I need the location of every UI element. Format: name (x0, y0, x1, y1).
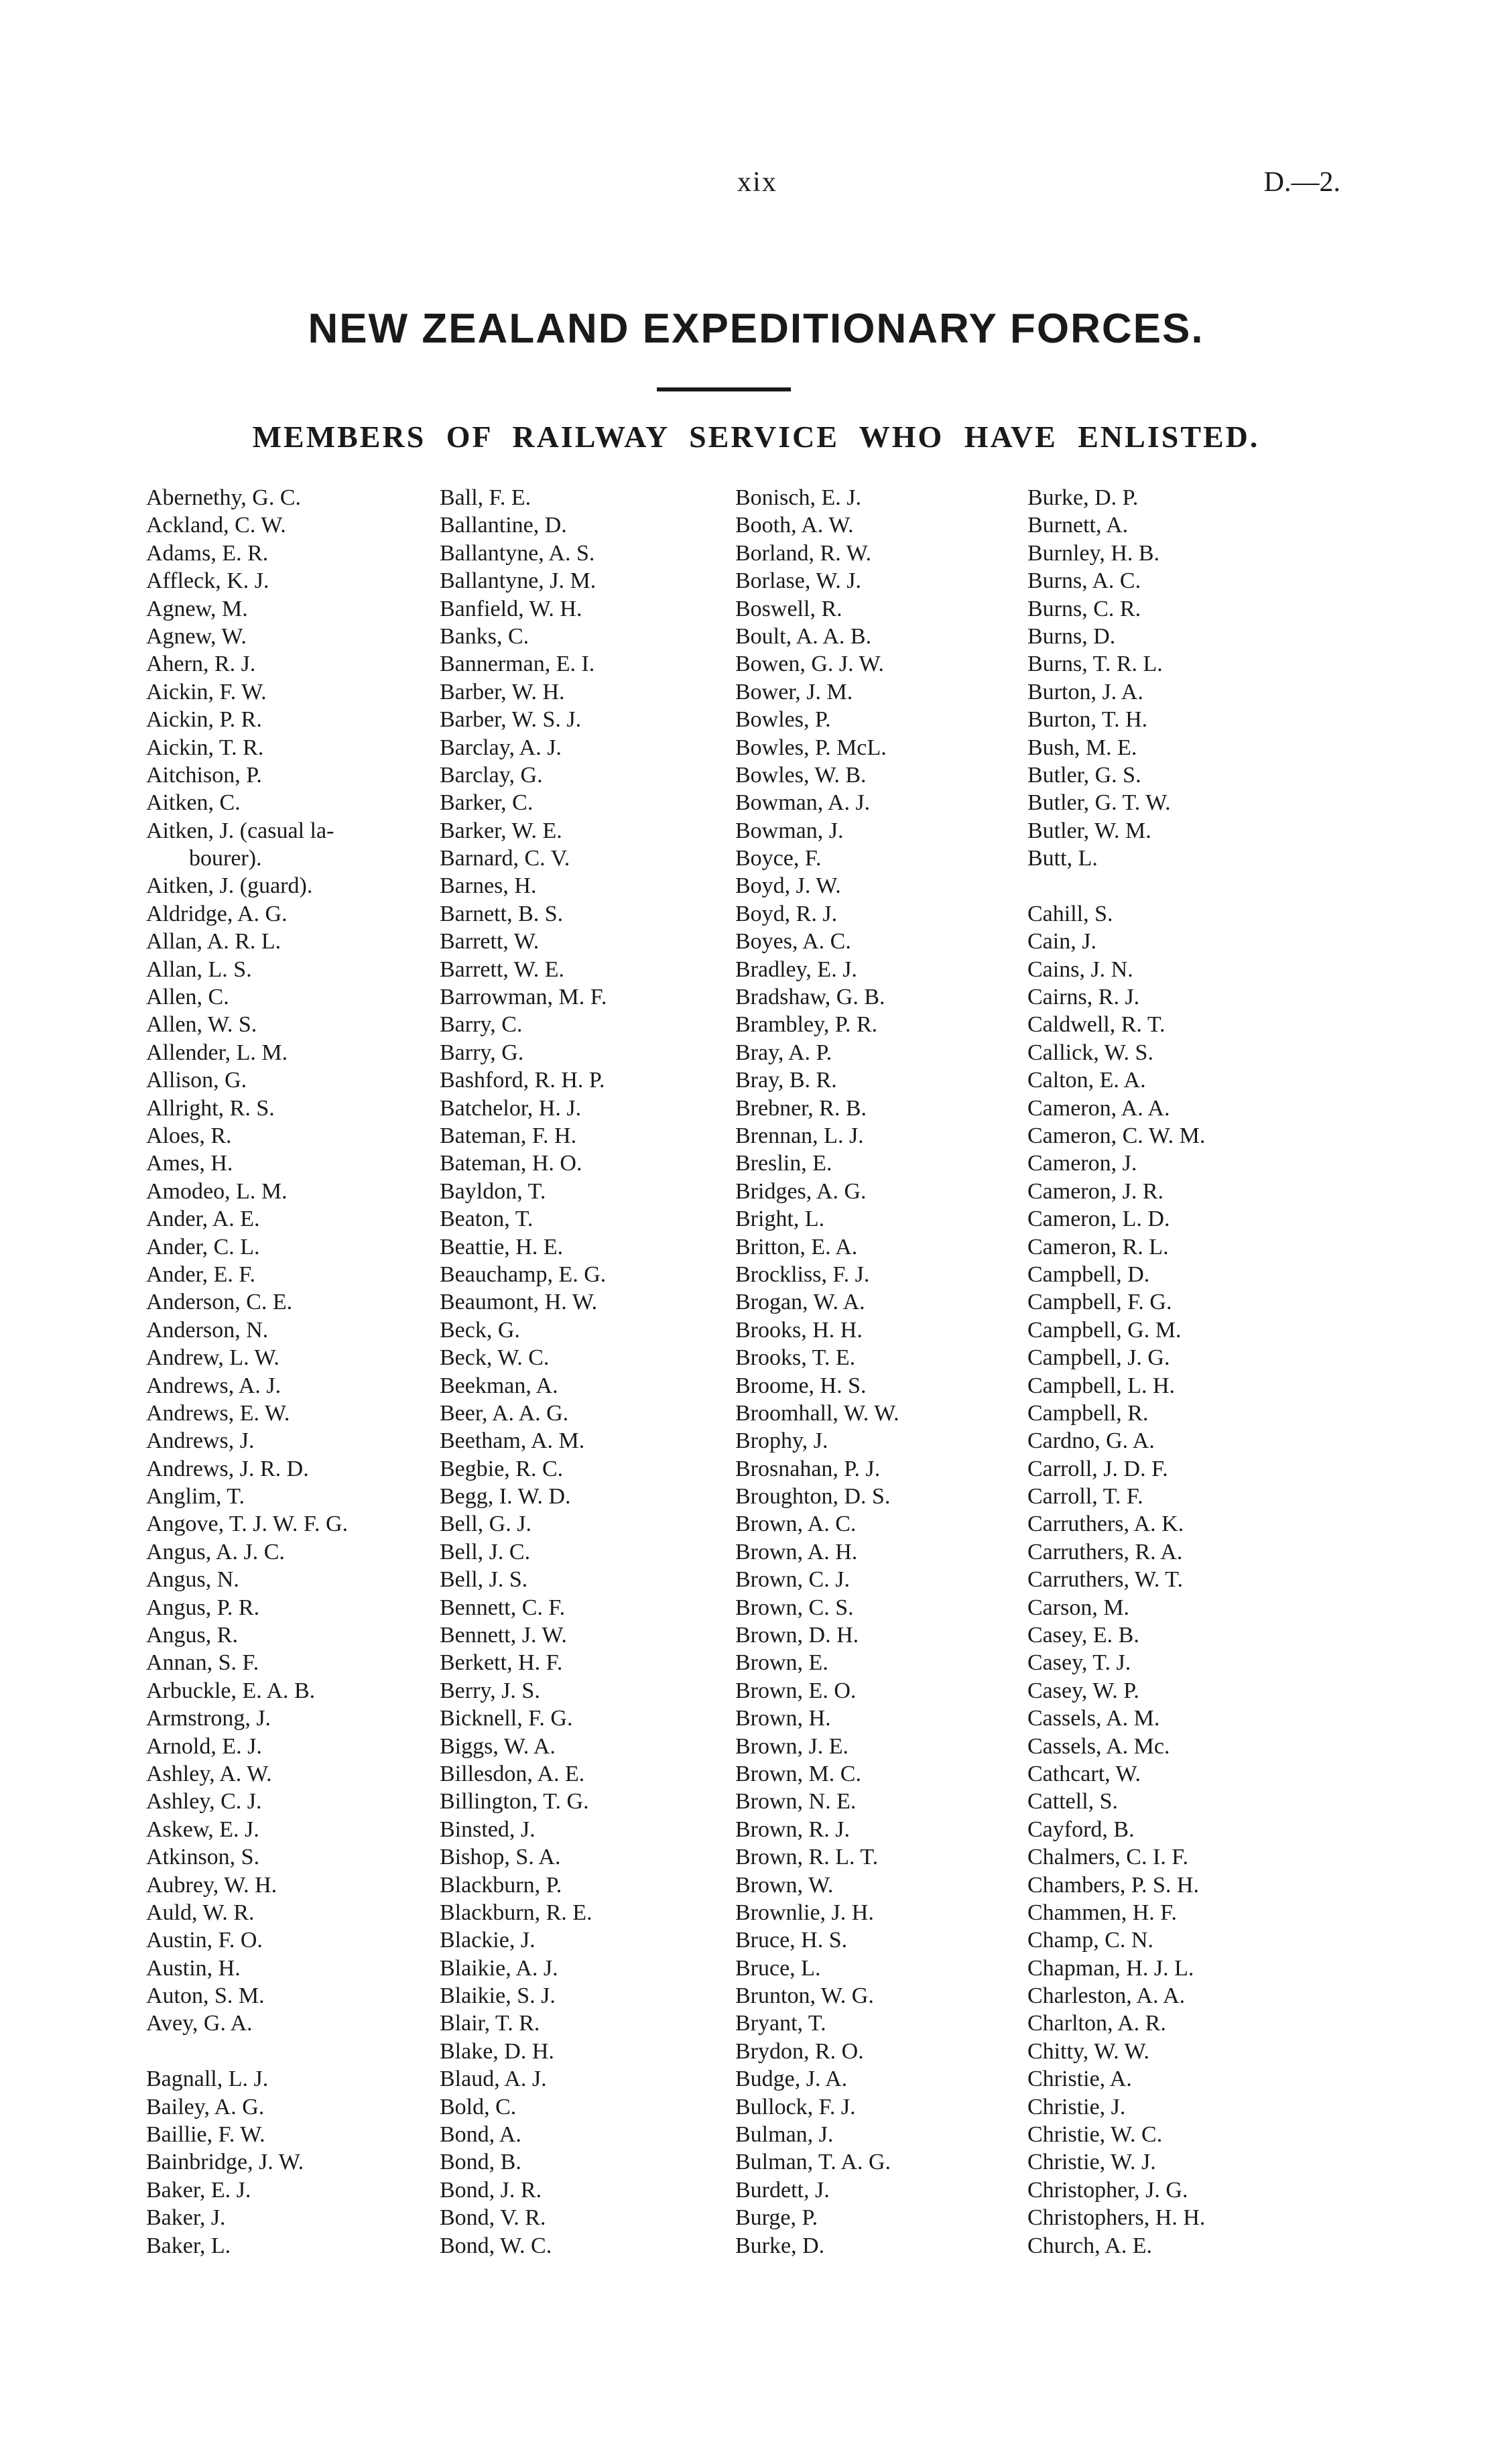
list-item: Aubrey, W. H. (146, 1872, 277, 1898)
list-item: Aitken, C. (146, 790, 241, 816)
list-item: Charleston, A. A. (1027, 1983, 1186, 2009)
list-item: Carruthers, A. K. (1027, 1512, 1184, 1537)
list-item: Broomhall, W. W. (735, 1400, 899, 1426)
list-item: Bagnall, L. J. (146, 2067, 269, 2092)
list-item: Ball, F. E. (440, 485, 531, 510)
list-item: Brown, E. (735, 1650, 828, 1676)
name-column-4 (1027, 484, 1322, 2260)
list-item: Ahern, R. J. (146, 652, 256, 677)
list-item: Anderson, N. (146, 1317, 269, 1343)
list-item: Broughton, D. S. (735, 1484, 891, 1510)
list-item: Anglim, T. (146, 1484, 245, 1510)
list-item: Bayldon, T. (440, 1178, 546, 1204)
list-item: Chitty, W. W. (1027, 2038, 1150, 2064)
list-item: Angus, R. (146, 1623, 238, 1648)
list-item: Campbell, J. G. (1027, 1345, 1170, 1371)
list-item: Brown, N. E. (735, 1789, 857, 1814)
list-item: Ames, H. (146, 1151, 233, 1176)
list-item: Carson, M. (1027, 1595, 1130, 1620)
list-item: Agnew, W. (146, 623, 247, 649)
list-item: Banfield, W. H. (440, 596, 582, 621)
list-item: Budge, J. A. (735, 2067, 848, 2092)
list-item: Brown, A. H. (735, 1539, 858, 1564)
list-item: Brophy, J. (735, 1428, 828, 1454)
list-item: Askew, E. J. (146, 1817, 259, 1842)
list-item: Bond, B. (440, 2150, 521, 2175)
list-item: Britton, E. A. (735, 1234, 858, 1259)
list-item: Aloes, R. (146, 1123, 232, 1148)
list-item: Brown, D. H. (735, 1623, 859, 1648)
list-item: Bowles, P. McL. (735, 735, 887, 760)
list-item: Cairns, R. J. (1027, 985, 1140, 1010)
list-item: Billesdon, A. E. (440, 1761, 585, 1786)
list-item: Boyce, F. (735, 846, 822, 871)
list-item: Charlton, A. R. (1027, 2011, 1166, 2036)
list-item: Ander, C. L. (146, 1234, 260, 1259)
list-item: Bicknell, F. G. (440, 1706, 573, 1731)
list-item: Andrews, J. (146, 1428, 255, 1454)
list-item: Cain, J. (1027, 929, 1096, 955)
list-item: Brown, E. O. (735, 1678, 857, 1703)
list-item: Bruce, L. (735, 1955, 821, 1981)
list-item: Annan, S. F. (146, 1650, 259, 1676)
list-item: Blake, D. H. (440, 2038, 554, 2064)
list-item: Borland, R. W. (735, 540, 872, 566)
list-item: Bell, J. S. (440, 1567, 528, 1593)
list-item: Ballantyne, J. M. (440, 568, 596, 594)
list-item: Beauchamp, E. G. (440, 1261, 607, 1287)
list-item: Affleck, K. J. (146, 568, 269, 594)
list-item: Church, A. E. (1027, 2233, 1153, 2258)
list-item: Aitken, J. (guard). (146, 873, 313, 899)
list-item: Carruthers, W. T. (1027, 1567, 1183, 1593)
list-item: Brambley, P. R. (735, 1012, 878, 1038)
list-item: Ander, A. E. (146, 1207, 260, 1232)
list-item: Billington, T. G. (440, 1789, 589, 1814)
list-item: Blackburn, P. (440, 1872, 562, 1898)
list-item: Begbie, R. C. (440, 1456, 564, 1481)
list-item: Adams, E. R. (146, 540, 269, 566)
list-item: Barrett, W. (440, 929, 540, 955)
list-item: Boult, A. A. B. (735, 623, 872, 649)
list-item: Campbell, F. G. (1027, 1290, 1172, 1315)
list-item: Allright, R. S. (146, 1095, 275, 1121)
list-item: Andrews, E. W. (146, 1400, 290, 1426)
list-item: Brown, H. (735, 1706, 831, 1731)
list-item: Cameron, J. R. (1027, 1178, 1164, 1204)
list-item: Carruthers, R. A. (1027, 1539, 1183, 1564)
list-item: Caldwell, R. T. (1027, 1012, 1166, 1038)
list-item: Cameron, L. D. (1027, 1207, 1170, 1232)
list-item: Brennan, L. J. (735, 1123, 864, 1148)
list-item: Cameron, R. L. (1027, 1234, 1169, 1259)
page-number: xix (737, 167, 777, 198)
list-item: Beattie, H. E. (440, 1234, 564, 1259)
list-spacer (1027, 872, 1322, 900)
list-item: Chambers, P. S. H. (1027, 1872, 1199, 1898)
list-item: Bryant, T. (735, 2011, 826, 2036)
list-item: Bray, B. R. (735, 1068, 837, 1093)
list-item: Christophers, H. H. (1027, 2205, 1206, 2231)
list-item: Butler, W. M. (1027, 818, 1151, 843)
list-item: Burns, C. R. (1027, 596, 1141, 621)
list-item: Beck, W. C. (440, 1345, 550, 1371)
list-item: Burke, D. P. (1027, 485, 1139, 510)
list-item: Bowman, J. (735, 818, 844, 843)
list-item: Beekman, A. (440, 1373, 558, 1398)
list-item: Arbuckle, E. A. B. (146, 1678, 316, 1703)
list-item: Baker, J. (146, 2205, 226, 2231)
list-item: Binsted, J. (440, 1817, 536, 1842)
list-item: Bond, J. R. (440, 2177, 542, 2203)
list-item: Carroll, T. F. (1027, 1484, 1143, 1510)
list-item: Andrew, L. W. (146, 1345, 279, 1371)
list-item: Ballantyne, A. S. (440, 540, 595, 566)
list-item: Butt, L. (1027, 846, 1098, 871)
list-item: Burnett, A. (1027, 513, 1129, 538)
list-item: Allen, W. S. (146, 1012, 257, 1038)
list-item: Cahill, S. (1027, 901, 1113, 926)
name-column-3 (735, 484, 1030, 2260)
list-item: Bishop, S. A. (440, 1845, 561, 1870)
list-item: Bowles, P. (735, 707, 831, 733)
title-rule (657, 387, 791, 391)
list-item: Brockliss, F. J. (735, 1261, 870, 1287)
page-subtitle: MEMBERS OF RAILWAY SERVICE WHO HAVE ENLISTED. (252, 420, 1260, 454)
list-item: Abernethy, G. C. (146, 485, 302, 510)
list-item: Christie, A. (1027, 2067, 1132, 2092)
list-item: Bower, J. M. (735, 679, 853, 704)
list-item: Casey, T. J. (1027, 1650, 1131, 1676)
list-item: Beer, A. A. G. (440, 1400, 569, 1426)
list-item: Chapman, H. J. L. (1027, 1955, 1194, 1981)
list-item: Bush, M. E. (1027, 735, 1137, 760)
list-item: Angus, N. (146, 1567, 239, 1593)
document-reference: D.—2. (1263, 167, 1340, 198)
list-item: Brydon, R. O. (735, 2038, 864, 2064)
list-item: Blaud, A. J. (440, 2067, 547, 2092)
list-item: Christie, W. J. (1027, 2150, 1156, 2175)
list-item: Bailey, A. G. (146, 2094, 265, 2119)
list-item: Chalmers, C. I. F. (1027, 1845, 1188, 1870)
list-item: Calton, E. A. (1027, 1068, 1146, 1093)
list-item: Blair, T. R. (440, 2011, 540, 2036)
list-item: Beck, G. (440, 1317, 520, 1343)
list-item: Bowles, W. B. (735, 762, 867, 788)
list-item: Cathcart, W. (1027, 1761, 1141, 1786)
list-item: Andrews, J. R. D. (146, 1456, 309, 1481)
list-item: Bulman, T. A. G. (735, 2150, 891, 2175)
list-item: Cattell, S. (1027, 1789, 1119, 1814)
list-item: Bainbridge, J. W. (146, 2150, 304, 2175)
list-item: Bridges, A. G. (735, 1178, 867, 1204)
list-item: Barker, C. (440, 790, 533, 816)
page-title: NEW ZEALAND EXPEDITIONARY FORCES. (308, 306, 1204, 352)
list-item: Bell, G. J. (440, 1512, 531, 1537)
list-item: Brooks, T. E. (735, 1345, 856, 1371)
list-item: Burke, D. (735, 2233, 825, 2258)
list-item: Chammen, H. F. (1027, 1900, 1177, 1925)
list-item: Brown, C. J. (735, 1567, 850, 1593)
list-item: Aitchison, P. (146, 762, 262, 788)
list-item: Carroll, J. D. F. (1027, 1456, 1168, 1481)
list-item: Bond, W. C. (440, 2233, 552, 2258)
list-item: Casey, W. P. (1027, 1678, 1139, 1703)
list-item: Bold, C. (440, 2094, 517, 2119)
list-item: Berkett, H. F. (440, 1650, 563, 1676)
list-item: Blaikie, A. J. (440, 1955, 558, 1981)
list-spacer (146, 2038, 441, 2065)
list-item: Blackburn, R. E. (440, 1900, 592, 1925)
list-item: Burton, J. A. (1027, 679, 1143, 704)
list-item: Amodeo, L. M. (146, 1178, 288, 1204)
list-item: Brown, R. L. T. (735, 1845, 879, 1870)
list-item: Bowman, A. J. (735, 790, 871, 816)
list-item: Atkinson, S. (146, 1845, 260, 1870)
list-item: Banks, C. (440, 623, 529, 649)
list-item: bourer). (189, 846, 262, 871)
list-item: Brown, C. S. (735, 1595, 854, 1620)
list-item: Burton, T. H. (1027, 707, 1148, 733)
list-item: Bullock, F. J. (735, 2094, 856, 2119)
list-item: Blaikie, S. J. (440, 1983, 556, 2009)
list-item: Bright, L. (735, 1207, 825, 1232)
list-item: Baker, E. J. (146, 2177, 251, 2203)
list-item: Bond, V. R. (440, 2205, 546, 2231)
list-item: Austin, H. (146, 1955, 241, 1981)
list-item: Casey, E. B. (1027, 1623, 1139, 1648)
list-item: Ballantine, D. (440, 513, 567, 538)
list-item: Allan, L. S. (146, 957, 252, 982)
list-item: Burns, T. R. L. (1027, 652, 1163, 677)
list-item: Burdett, J. (735, 2177, 830, 2203)
list-item: Barclay, G. (440, 762, 543, 788)
list-item: Angus, P. R. (146, 1595, 260, 1620)
list-item: Burge, P. (735, 2205, 818, 2231)
list-item: Brooks, H. H. (735, 1317, 863, 1343)
list-item: Aickin, T. R. (146, 735, 264, 760)
list-item: Bruce, H. S. (735, 1928, 848, 1953)
list-item: Barber, W. H. (440, 679, 565, 704)
list-item: Burnley, H. B. (1027, 540, 1160, 566)
list-item: Bradley, E. J. (735, 957, 857, 982)
list-item: Austin, F. O. (146, 1928, 263, 1953)
list-item: Begg, I. W. D. (440, 1484, 571, 1510)
list-item: Arnold, E. J. (146, 1733, 262, 1759)
list-item: Allan, A. R. L. (146, 929, 281, 955)
list-item: Butler, G. S. (1027, 762, 1141, 788)
list-item: Ander, E. F. (146, 1261, 256, 1287)
list-item: Bannerman, E. I. (440, 652, 595, 677)
list-item: Brosnahan, P. J. (735, 1456, 881, 1481)
list-item: Boyes, A. C. (735, 929, 851, 955)
list-item: Auld, W. R. (146, 1900, 255, 1925)
list-item: Borlase, W. J. (735, 568, 861, 594)
list-item: Brunton, W. G. (735, 1983, 874, 2009)
list-item: Baillie, F. W. (146, 2122, 265, 2148)
list-item: Brownlie, J. H. (735, 1900, 874, 1925)
list-item: Bateman, F. H. (440, 1123, 577, 1148)
list-item: Cameron, C. W. M. (1027, 1123, 1206, 1148)
list-item: Barber, W. S. J. (440, 707, 582, 733)
list-item: Barclay, A. J. (440, 735, 562, 760)
list-item: Christopher, J. G. (1027, 2177, 1188, 2203)
list-item: Aitken, J. (casual la- (146, 818, 334, 843)
list-item: Bond, A. (440, 2122, 521, 2148)
list-item: Avey, G. A. (146, 2011, 253, 2036)
list-item: Brown, A. C. (735, 1512, 857, 1537)
list-item: Cassels, A. M. (1027, 1706, 1160, 1731)
list-item: Bulman, J. (735, 2122, 834, 2148)
list-item: Aickin, F. W. (146, 679, 267, 704)
list-item: Barry, G. (440, 1040, 524, 1065)
list-item: Bonisch, E. J. (735, 485, 861, 510)
list-item: Callick, W. S. (1027, 1040, 1153, 1065)
list-item: Brogan, W. A. (735, 1290, 865, 1315)
list-item: Ackland, C. W. (146, 513, 286, 538)
list-item: Bowen, G. J. W. (735, 652, 884, 677)
list-item: Boyd, R. J. (735, 901, 838, 926)
list-item: Barnett, B. S. (440, 901, 564, 926)
list-item: Bateman, H. O. (440, 1151, 582, 1176)
list-item: Christie, W. C. (1027, 2122, 1163, 2148)
list-item: Ashley, C. J. (146, 1789, 262, 1814)
list-item: Cameron, A. A. (1027, 1095, 1170, 1121)
list-item: Bradshaw, G. B. (735, 985, 885, 1010)
list-item: Brebner, R. B. (735, 1095, 867, 1121)
list-item: Cassels, A. Mc. (1027, 1733, 1170, 1759)
name-column-1 (146, 484, 441, 2260)
list-item: Ashley, A. W. (146, 1761, 272, 1786)
list-item: Andrews, A. J. (146, 1373, 281, 1398)
list-item: Campbell, G. M. (1027, 1317, 1182, 1343)
list-item: Beaton, T. (440, 1207, 533, 1232)
list-item: Champ, C. N. (1027, 1928, 1153, 1953)
list-item: Barrowman, M. F. (440, 985, 607, 1010)
list-item: Bray, A. P. (735, 1040, 832, 1065)
list-item: Barnes, H. (440, 873, 537, 899)
list-item: Barry, C. (440, 1012, 523, 1038)
list-item: Cayford, B. (1027, 1817, 1135, 1842)
list-item: Allender, L. M. (146, 1040, 288, 1065)
list-item: Bell, J. C. (440, 1539, 531, 1564)
name-column-2 (440, 484, 735, 2260)
list-item: Burns, D. (1027, 623, 1116, 649)
list-item: Anderson, C. E. (146, 1290, 293, 1315)
list-item: Burns, A. C. (1027, 568, 1141, 594)
list-item: Brown, R. J. (735, 1817, 850, 1842)
list-item: Cains, J. N. (1027, 957, 1133, 982)
list-item: Aldridge, A. G. (146, 901, 288, 926)
list-item: Angove, T. J. W. F. G. (146, 1512, 349, 1537)
list-item: Barker, W. E. (440, 818, 562, 843)
list-item: Butler, G. T. W. (1027, 790, 1171, 816)
list-item: Brown, J. E. (735, 1733, 849, 1759)
list-item: Aickin, P. R. (146, 707, 262, 733)
list-item: Baker, L. (146, 2233, 231, 2258)
list-item: Bashford, R. H. P. (440, 1068, 605, 1093)
list-item: Brown, M. C. (735, 1761, 861, 1786)
list-item: Campbell, R. (1027, 1400, 1149, 1426)
list-item: Campbell, L. H. (1027, 1373, 1176, 1398)
list-item: Boyd, J. W. (735, 873, 841, 899)
list-item: Berry, J. S. (440, 1678, 540, 1703)
list-item: Bennett, J. W. (440, 1623, 567, 1648)
list-item: Brown, W. (735, 1872, 834, 1898)
list-item: Barnard, C. V. (440, 846, 570, 871)
list-item: Armstrong, J. (146, 1706, 271, 1731)
list-item: Allen, C. (146, 985, 229, 1010)
list-item: Bennett, C. F. (440, 1595, 566, 1620)
list-item: Campbell, D. (1027, 1261, 1150, 1287)
list-item: Auton, S. M. (146, 1983, 265, 2009)
list-item: Boswell, R. (735, 596, 842, 621)
list-item: Blackie, J. (440, 1928, 536, 1953)
list-item: Broome, H. S. (735, 1373, 867, 1398)
list-item: Beetham, A. M. (440, 1428, 585, 1454)
list-item: Cameron, J. (1027, 1151, 1137, 1176)
list-item: Booth, A. W. (735, 513, 854, 538)
list-item: Barrett, W. E. (440, 957, 565, 982)
list-item: Allison, G. (146, 1068, 247, 1093)
list-item: Christie, J. (1027, 2094, 1126, 2119)
list-item: Biggs, W. A. (440, 1733, 556, 1759)
list-item: Breslin, E. (735, 1151, 832, 1176)
list-item: Cardno, G. A. (1027, 1428, 1155, 1454)
list-item: Angus, A. J. C. (146, 1539, 285, 1564)
list-item: Agnew, M. (146, 596, 248, 621)
list-item: Beaumont, H. W. (440, 1290, 598, 1315)
list-item: Batchelor, H. J. (440, 1095, 582, 1121)
